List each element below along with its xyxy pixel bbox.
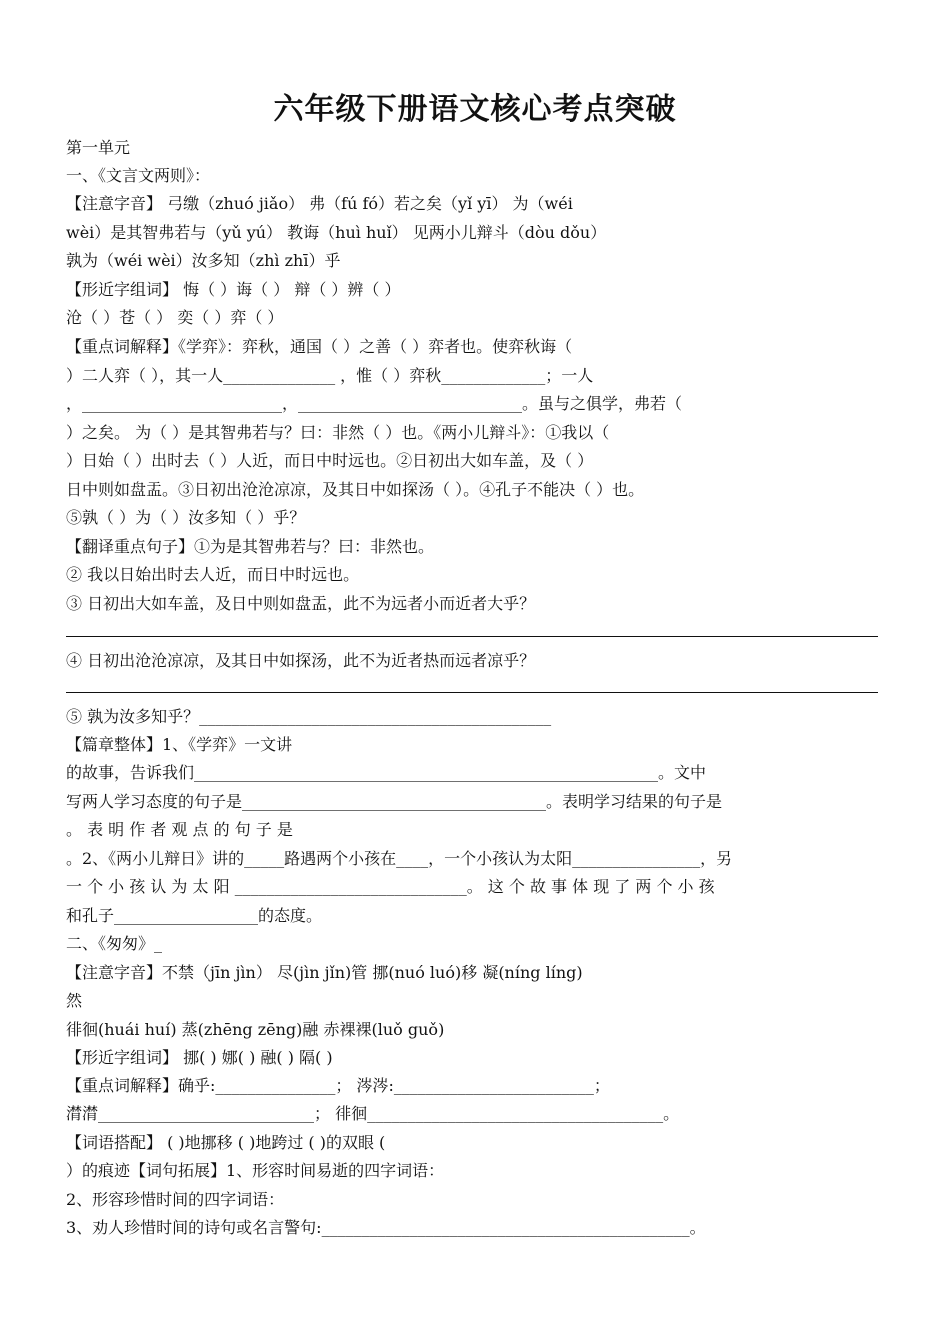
text-line: 徘徊(huái huí) 蒸(zhēng zēng)融 赤裸裸(luǒ guǒ): [66, 1020, 445, 1039]
text-line: 日中则如盘盂。③日初出沧沧凉凉，及其日中如探汤（ ）。④孔子不能决（ ）也。: [66, 480, 645, 499]
text-line: 【翻译重点句子】①为是其智弗若与？曰：非然也。: [66, 537, 435, 556]
text-line: 【注意字音】 弓缴（zhuó jiǎo） 弗（fú fó）若之矣（yǐ yī） 为（wéi: [66, 194, 573, 213]
answer-line-1[interactable]: [66, 636, 878, 637]
text-line: 一、《文言文两则》：: [66, 166, 211, 185]
text-line: 【词语搭配】 ( )地挪移 ( )地跨过 ( )的双眼 (: [66, 1133, 386, 1152]
text-line: ⑤孰（ ）为（ ）汝多知（ ）乎？: [66, 508, 306, 527]
text-line: 【形近字组词】 挪( ) 娜( ) 融( ) 隔( ): [66, 1048, 333, 1067]
text-line: 一 个 小 孩 认 为 太 阳 _____________________________。 这 个 故 事 体 现 了 两 个 小 孩: [66, 877, 715, 896]
text-line: ⑤ 孰为汝多知乎？____________________________________________: [66, 707, 552, 726]
text-line: 第一单元: [66, 138, 131, 157]
text-line: 潸潸___________________________； 徘徊_____________________________________。: [66, 1104, 680, 1123]
text-line: 【重点词解释】确乎:_______________； 涔涔:_________________________；: [66, 1076, 610, 1095]
text-line: 和孔子__________________的态度。: [66, 906, 323, 925]
text-line: 沧（ ）苍（ ） 奕（ ）弈（ ）: [66, 308, 284, 327]
text-line: 然: [66, 991, 83, 1010]
text-line: ② 我以日始出时去人近，而日中时远也。: [66, 565, 360, 584]
answer-line-2[interactable]: [66, 692, 878, 693]
text-line: 3、劝人珍惜时间的诗句或名言警句:______________________________________________。: [66, 1218, 706, 1237]
text-line: 写两人学习态度的句子是______________________________________。表明学习结果的句子是: [66, 792, 723, 811]
text-line: 【重点词解释】《学弈》：弈秋，通国（ ）之善（ ）弈者也。使弈秋诲（: [66, 337, 573, 356]
text-line: 的故事，告诉我们__________________________________________________________。文中: [66, 763, 707, 782]
text-line: 。2、《两小儿辩日》讲的_____路遇两个小孩在____，一个小孩认为太阳________________，另: [66, 849, 733, 868]
text-line: 【注意字音】不禁（jīn jìn） 尽(jìn jǐn)管 挪(nuó luó)移 凝(níng líng): [66, 963, 583, 982]
text-line: ④ 日初出沧沧凉凉，及其日中如探汤，此不为近者热而远者凉乎？: [66, 651, 536, 670]
text-line: 2、形容珍惜时间的四字词语：: [66, 1190, 285, 1209]
text-line: 。 表 明 作 者 观 点 的 句 子 是: [66, 820, 293, 839]
text-line: 【篇章整体】1、《学弈》一文讲: [66, 735, 293, 754]
text-line: 二、《匆匆》_: [66, 934, 163, 953]
text-line: ）日始（ ）出时去（ ）人近，而日中时远也。②日初出大如车盖，及（ ）: [66, 451, 594, 470]
text-line: ③ 日初出大如车盖，及日中则如盘盂，此不为远者小而近者大乎？: [66, 594, 536, 613]
text-line: ）二人弈（ ），其一人______________ ，惟（ ）弈秋_____________；一人: [66, 366, 594, 385]
text-line: ，_________________________，____________________________。虽与之俱学，弗若（: [66, 394, 683, 413]
text-line: ）之矣。 为（ ）是其智弗若与？曰：非然（ ）也。《两小儿辩斗》：①我以（: [66, 423, 610, 442]
page-title: 六年级下册语文核心考点突破: [273, 92, 677, 127]
text-line: 【形近字组词】 悔（ ）诲（ ） 辩（ ）辨（ ）: [66, 280, 401, 299]
text-line: ）的痕迹【词句拓展】1、形容时间易逝的四字词语：: [66, 1161, 445, 1180]
text-line: 孰为（wéi wèi）汝多知（zhì zhī）乎: [66, 251, 341, 270]
text-line: wèi）是其智弗若与（yǔ yú） 教诲（huì huǐ） 见两小儿辩斗（dòu dǒu）: [66, 223, 607, 242]
